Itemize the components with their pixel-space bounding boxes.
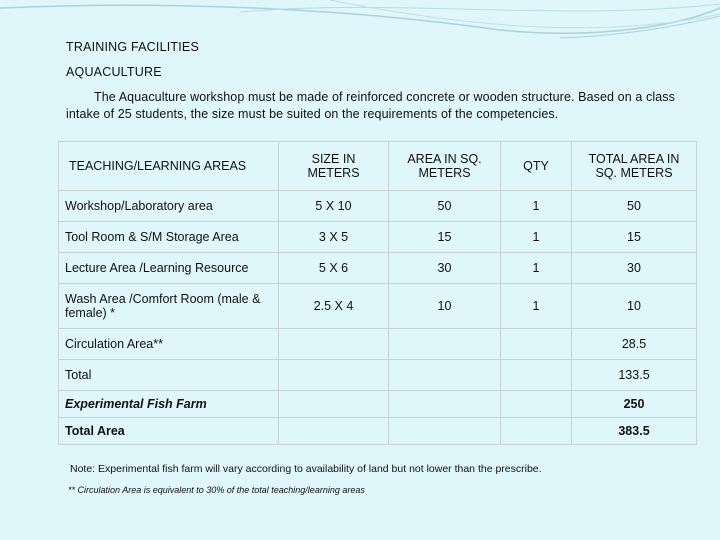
cell-area: Wash Area /Comfort Room (male & female) * <box>59 284 279 329</box>
summary-total: 383.5 <box>572 418 697 445</box>
cell-total: 30 <box>572 253 697 284</box>
summary-label: Total Area <box>59 418 279 445</box>
cell-total: 10 <box>572 284 697 329</box>
footnote-text: ** Circulation Area is equivalent to 30% of the total teaching/learning areas <box>68 485 365 495</box>
summary-row-fish-farm <box>59 391 697 418</box>
header-areas: TEACHING/LEARNING AREAS <box>59 142 279 191</box>
summary-row-circulation <box>59 329 697 360</box>
header-size: SIZE IN METERS <box>279 142 389 191</box>
table-row <box>59 222 697 253</box>
summary-label: Total <box>59 360 279 391</box>
summary-label: Experimental Fish Farm <box>59 391 279 418</box>
summary-row-total-area <box>59 418 697 445</box>
table-row <box>59 284 697 329</box>
cell-qty: 1 <box>501 222 572 253</box>
cell-area: Workshop/Laboratory area <box>59 191 279 222</box>
facilities-table <box>58 141 697 445</box>
cell-qty: 1 <box>501 253 572 284</box>
summary-label: Circulation Area** <box>59 329 279 360</box>
summary-total: 250 <box>572 391 697 418</box>
summary-total: 28.5 <box>572 329 697 360</box>
cell-total: 15 <box>572 222 697 253</box>
page-title: TRAINING FACILITIES <box>66 40 199 54</box>
cell-sqm: 50 <box>389 191 501 222</box>
cell-sqm: 10 <box>389 284 501 329</box>
header-total: TOTAL AREA IN SQ. METERS <box>572 142 697 191</box>
intro-paragraph: The Aquaculture workshop must be made of reinforced concrete or wooden structure. Based on a class intake of 25 students, the size must be suited on the requirements of the competencies. <box>66 90 675 121</box>
cell-qty: 1 <box>501 191 572 222</box>
header-qty: QTY <box>501 142 572 191</box>
cell-total: 50 <box>572 191 697 222</box>
cell-area: Lecture Area /Learning Resource <box>59 253 279 284</box>
header-area-sqm: AREA IN SQ. METERS <box>389 142 501 191</box>
cell-sqm: 30 <box>389 253 501 284</box>
page-subtitle: AQUACULTURE <box>66 65 162 79</box>
cell-sqm: 15 <box>389 222 501 253</box>
cell-size: 5 X 10 <box>279 191 389 222</box>
summary-row-total <box>59 360 697 391</box>
table-row <box>59 253 697 284</box>
cell-size: 2.5 X 4 <box>279 284 389 329</box>
cell-area: Tool Room & S/M Storage Area <box>59 222 279 253</box>
cell-qty: 1 <box>501 284 572 329</box>
summary-total: 133.5 <box>572 360 697 391</box>
table-row <box>59 191 697 222</box>
note-text: Note: Experimental fish farm will vary according to availability of land but not lower than the prescribe. <box>70 463 542 475</box>
table-header-row <box>59 142 697 191</box>
cell-size: 3 X 5 <box>279 222 389 253</box>
cell-size: 5 X 6 <box>279 253 389 284</box>
